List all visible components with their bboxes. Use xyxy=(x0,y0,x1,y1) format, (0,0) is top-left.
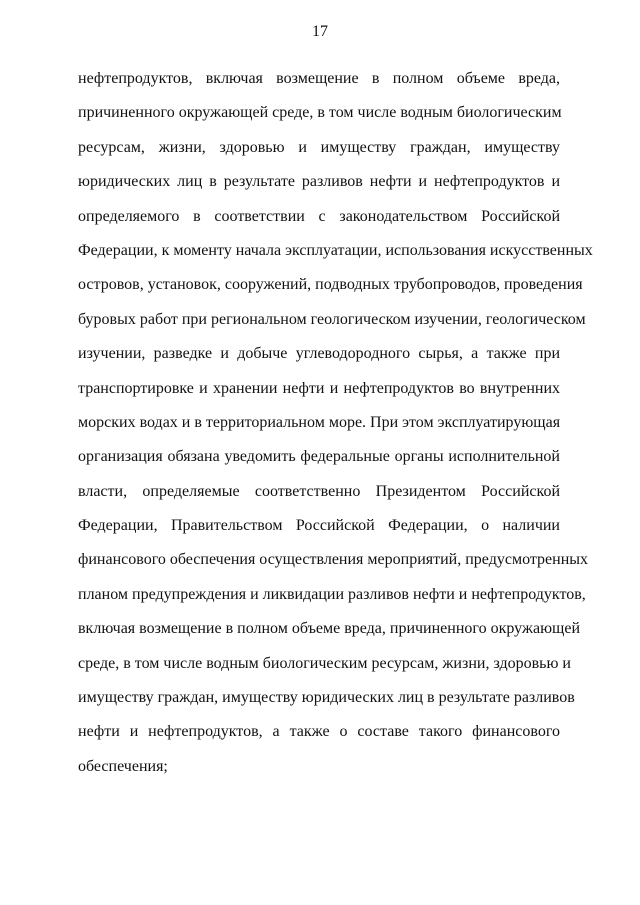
text-line: изучении, разведке и добыче углеводородного сырья, а также при xyxy=(78,345,560,363)
text-line: финансового обеспечения осуществления мероприятий, предусмотренных xyxy=(78,551,589,569)
text-line: Федерации, Правительством Российской Федерации, о наличии xyxy=(78,517,560,535)
text-line: юридических лиц в результате разливов нефти и нефтепродуктов и xyxy=(78,173,560,191)
text-line: островов, установок, сооружений, подводных трубопроводов, проведения xyxy=(78,276,583,294)
text-line: морских водах и в территориальном море. При этом эксплуатирующая xyxy=(78,413,561,431)
page-number: 17 xyxy=(312,23,328,40)
body-paragraph xyxy=(78,65,593,787)
text-line: нефтепродуктов, включая возмещение в полном объеме вреда, xyxy=(78,70,560,87)
text-line: буровых работ при региональном геологическом изучении, геологическом xyxy=(78,310,586,328)
text-line: власти, определяемые соответственно Президентом Российской xyxy=(78,482,560,500)
text-line: транспортировке и хранении нефти и нефтепродуктов во внутренних xyxy=(78,379,560,397)
text-line: включая возмещение в полном объеме вреда, причиненного окружающей xyxy=(78,620,581,638)
text-line: организация обязана уведомить федеральные органы исполнительной xyxy=(78,448,560,466)
text-line: среде, в том числе водным биологическим ресурсам, жизни, здоровью и xyxy=(78,654,571,672)
text-line: причиненного окружающей среде, в том числе водным биологическим xyxy=(78,104,562,122)
text-line: определяемого в соответствии с законодательством Российской xyxy=(78,207,560,225)
text-line: нефти и нефтепродуктов, а также о составе такого финансового xyxy=(78,723,560,741)
text-line-last: обеспечения; xyxy=(78,757,168,775)
text-line: планом предупреждения и ликвидации разливов нефти и нефтепродуктов, xyxy=(78,585,586,603)
text-line: имуществу граждан, имуществу юридических лиц в результате разливов xyxy=(78,689,575,707)
text-line: Федерации, к моменту начала эксплуатации, использования искусственных xyxy=(78,241,593,259)
text-line: ресурсам, жизни, здоровью и имуществу граждан, имуществу xyxy=(78,138,560,156)
